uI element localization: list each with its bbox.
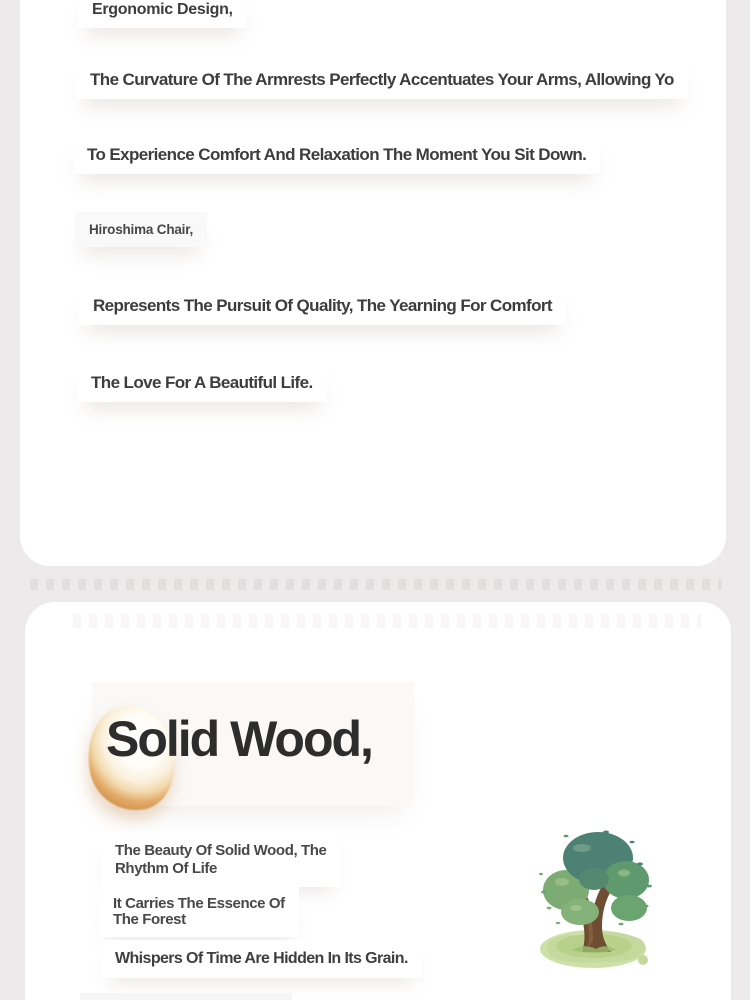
paragraph-line: The Beauty Of Solid Wood, The — [115, 842, 327, 859]
paragraph-line: It Carries The Essence Of — [113, 895, 285, 912]
divider-dash-pattern — [30, 579, 722, 590]
paragraph-line: The Forest — [113, 911, 186, 928]
ergonomic-intro-line: Ergonomic Design, — [78, 0, 247, 28]
paragraph-line: Rhythm Of Life — [115, 860, 217, 877]
solid-wood-card — [25, 602, 731, 1000]
card-top-dash-pattern — [73, 614, 701, 628]
tree-illustration-icon — [536, 828, 658, 970]
pursuit-of-quality-line: Represents The Pursuit Of Quality, The Yearning For Comfort — [79, 286, 566, 325]
hiroshima-chair-label: Hiroshima Chair, — [75, 212, 207, 247]
beautiful-life-line: The Love For A Beautiful Life. — [77, 363, 327, 402]
armrest-curvature-line: The Curvature Of The Armrests Perfectly Accentuates Your Arms, Allowing Yo — [76, 60, 688, 99]
solid-wood-paragraph-3: Whispers Of Time Are Hidden In Its Grain. — [101, 940, 422, 978]
solid-wood-paragraph-2 — [99, 887, 299, 937]
comfort-relaxation-line: To Experience Comfort And Relaxation The Moment You Sit Down. — [73, 135, 600, 174]
ergonomic-design-card — [20, 0, 726, 566]
solid-wood-heading: Solid Wood, — [106, 711, 372, 767]
solid-wood-paragraph-1 — [101, 833, 340, 887]
next-section-hint — [80, 993, 292, 1000]
